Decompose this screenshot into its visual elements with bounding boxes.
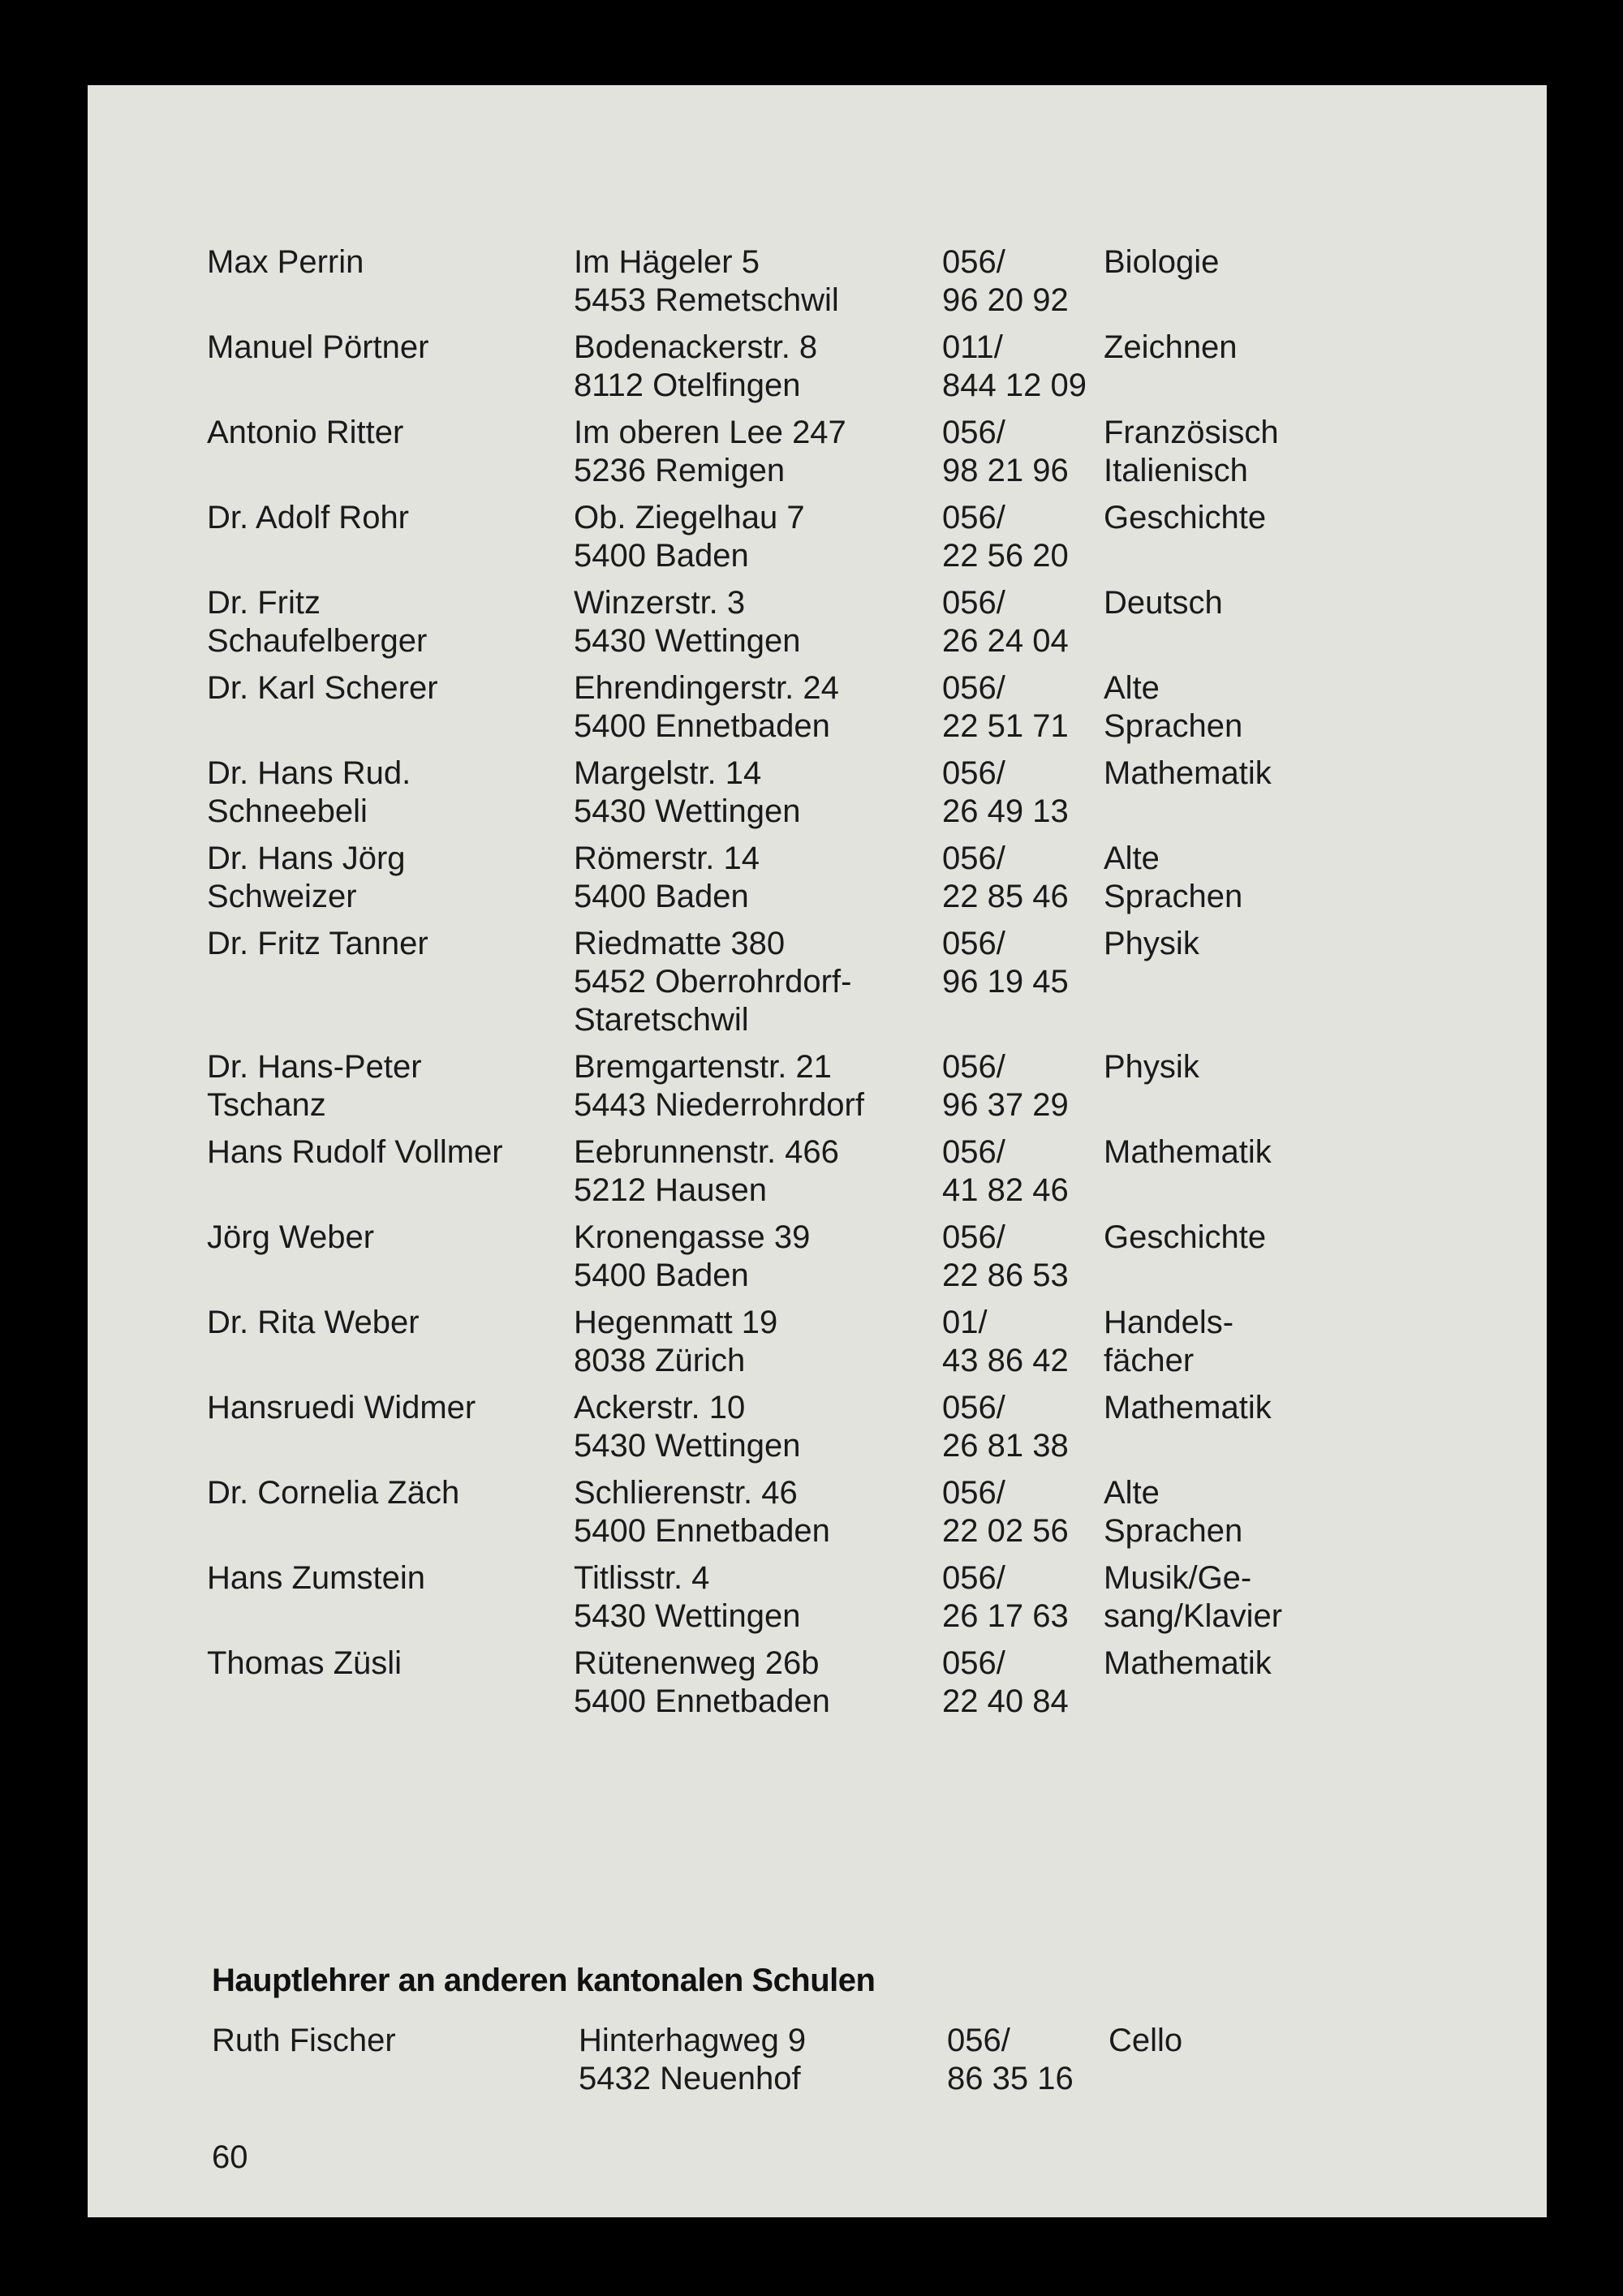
teacher-address: Hegenmatt 19 8038 Zürich [574,1305,778,1378]
teacher-subject: Alte Sprachen [1104,841,1243,914]
teacher-phone: 056/ 26 49 13 [942,755,1069,829]
directory-entry [207,1133,1473,1210]
teacher-address: Bodenackerstr. 8 8112 Otelfingen [574,329,818,403]
teacher-subject: Geschichte [1104,1219,1267,1255]
teacher-phone: 056/ 22 86 53 [942,1219,1069,1293]
directory-entry [207,499,1473,575]
teacher-name: Dr. Karl Scherer [207,670,438,706]
directory-entry [207,669,1473,746]
directory-entry [207,755,1473,831]
teacher-phone: 056/ 26 81 38 [942,1390,1069,1464]
teacher-phone: 01/ 43 86 42 [942,1305,1069,1378]
teacher-phone: 056/ 96 20 92 [942,244,1069,318]
teacher-subject: Alte Sprachen [1104,670,1243,744]
teacher-subject: Geschichte [1104,500,1267,535]
teacher-subject: Cello [1109,2023,1183,2058]
directory-entry [207,584,1473,660]
teacher-name: Dr. Fritz Schaufelberger [207,585,428,659]
page-number: 60 [212,2139,248,2175]
teacher-address: Titlisstr. 4 5430 Wettingen [574,1560,801,1634]
teacher-address: Hinterhagweg 9 5432 Neuenhof [579,2023,807,2096]
directory-entry [207,1389,1473,1465]
teacher-directory-list [207,243,1473,1730]
teacher-subject: Physik [1104,926,1199,961]
teacher-address: Römerstr. 14 5400 Baden [574,841,760,914]
teacher-name: Antonio Ritter [207,415,404,450]
teacher-phone: 056/ 86 35 16 [947,2023,1074,2096]
teacher-subject: Musik/Ge- sang/Klavier [1104,1560,1283,1634]
teacher-phone: 056/ 22 85 46 [942,841,1069,914]
teacher-address: Winzerstr. 3 5430 Wettingen [574,585,801,659]
directory-entry [207,243,1473,320]
teacher-phone: 056/ 96 37 29 [942,1049,1069,1123]
teacher-subject: Biologie [1104,244,1220,280]
document-page [88,85,1547,2217]
teacher-phone: 056/ 22 02 56 [942,1475,1069,1549]
teacher-subject: Mathematik [1104,755,1272,791]
other-schools-list [212,2022,1478,2107]
teacher-name: Jörg Weber [207,1219,375,1255]
teacher-phone: 011/ 844 12 09 [942,329,1087,403]
teacher-subject: Mathematik [1104,1134,1272,1170]
teacher-subject: Physik [1104,1049,1199,1085]
teacher-name: Dr. Adolf Rohr [207,500,410,535]
directory-entry [207,1048,1473,1124]
teacher-phone: 056/ 26 17 63 [942,1560,1069,1634]
directory-entry [207,1559,1473,1636]
teacher-phone: 056/ 98 21 96 [942,415,1069,488]
teacher-subject: Zeichnen [1104,329,1238,365]
teacher-name: Max Perrin [207,244,364,280]
teacher-phone: 056/ 41 82 46 [942,1134,1069,1208]
teacher-address: Margelstr. 14 5430 Wettingen [574,755,801,829]
directory-entry [207,1474,1473,1550]
teacher-phone: 056/ 22 40 84 [942,1645,1069,1719]
teacher-address: Kronengasse 39 5400 Baden [574,1219,811,1293]
teacher-address: Ackerstr. 10 5430 Wettingen [574,1390,801,1464]
directory-entry [207,1304,1473,1380]
teacher-address: Im oberen Lee 247 5236 Remigen [574,415,846,488]
teacher-subject: Französisch Italienisch [1104,415,1279,488]
teacher-address: Rütenenweg 26b 5400 Ennetbaden [574,1645,830,1719]
teacher-address: Bremgartenstr. 21 5443 Niederrohrdorf [574,1049,864,1123]
teacher-phone: 056/ 22 51 71 [942,670,1069,744]
directory-entry [207,1219,1473,1295]
teacher-subject: Mathematik [1104,1390,1272,1425]
teacher-name: Dr. Cornelia Zäch [207,1475,460,1511]
directory-entry [207,840,1473,916]
teacher-address: Riedmatte 380 5452 Oberrohrdorf- Staretschwil [574,926,852,1038]
teacher-name: Manuel Pörtner [207,329,429,365]
teacher-phone: 056/ 26 24 04 [942,585,1069,659]
teacher-name: Hans Zumstein [207,1560,425,1596]
teacher-address: Ob. Ziegelhau 7 5400 Baden [574,500,805,574]
teacher-address: Im Hägeler 5 5453 Remetschwil [574,244,839,318]
teacher-name: Dr. Rita Weber [207,1305,420,1340]
teacher-name: Dr. Hans Jörg Schweizer [207,841,406,914]
teacher-subject: Deutsch [1104,585,1223,621]
teacher-subject: Alte Sprachen [1104,1475,1243,1549]
section-title: Hauptlehrer an anderen kantonalen Schulen [212,1963,876,1998]
teacher-subject: Mathematik [1104,1645,1272,1681]
teacher-address: Ehrendingerstr. 24 5400 Ennetbaden [574,670,839,744]
directory-entry [207,414,1473,490]
teacher-name: Thomas Züsli [207,1645,403,1681]
directory-entry [212,2022,1478,2098]
directory-entry [207,329,1473,405]
teacher-name: Dr. Fritz Tanner [207,926,428,961]
directory-entry [207,1645,1473,1721]
teacher-phone: 056/ 96 19 45 [942,926,1069,1000]
teacher-name: Ruth Fischer [212,2023,396,2058]
directory-entry [207,925,1473,1039]
teacher-phone: 056/ 22 56 20 [942,500,1069,574]
teacher-subject: Handels- fächer [1104,1305,1234,1378]
teacher-name: Dr. Hans Rud. Schneebeli [207,755,411,829]
teacher-address: Schlierenstr. 46 5400 Ennetbaden [574,1475,830,1549]
teacher-name: Hans Rudolf Vollmer [207,1134,503,1170]
teacher-name: Hansruedi Widmer [207,1390,476,1425]
teacher-name: Dr. Hans-Peter Tschanz [207,1049,422,1123]
teacher-address: Eebrunnenstr. 466 5212 Hausen [574,1134,839,1208]
